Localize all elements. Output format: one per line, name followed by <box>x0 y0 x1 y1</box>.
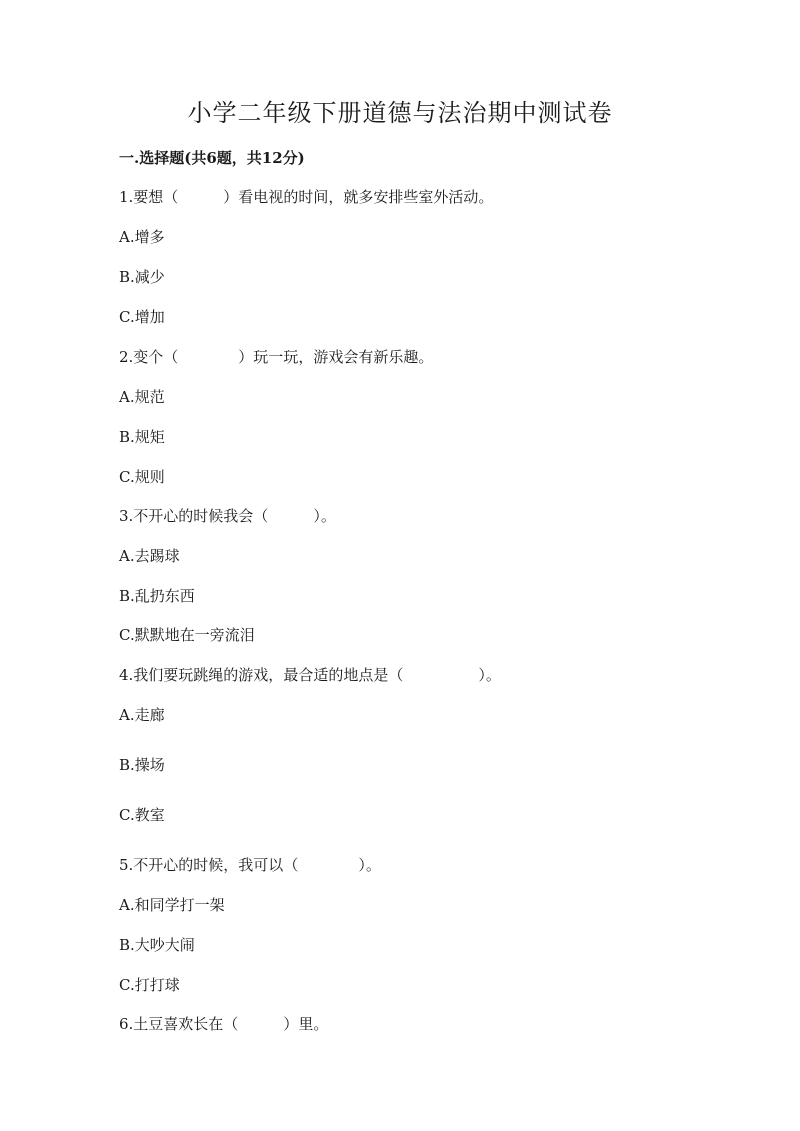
question-2-option-b: B.规矩 <box>119 428 165 446</box>
question-2-stem: 2.变个（ ）玩一玩，游戏会有新乐趣。 <box>119 348 434 366</box>
question-1-option-b: B.减少 <box>119 268 165 286</box>
question-3-option-a: A.去踢球 <box>119 547 180 565</box>
question-1-option-a: A.增多 <box>119 228 165 246</box>
question-4-option-c: C.教室 <box>119 806 165 824</box>
question-3-option-b: B.乱扔东西 <box>119 587 195 605</box>
question-6-stem: 6.土豆喜欢长在（ ）里。 <box>119 1015 329 1033</box>
question-5-stem: 5.不开心的时候，我可以（ ）。 <box>119 856 381 874</box>
question-5-option-a: A.和同学打一架 <box>119 896 225 914</box>
question-4-stem: 4.我们要玩跳绳的游戏，最合适的地点是（ ）。 <box>119 666 501 684</box>
question-1-option-c: C.增加 <box>119 308 165 326</box>
question-5-option-b: B.大吵大闹 <box>119 936 195 954</box>
question-5-option-c: C.打打球 <box>119 976 180 994</box>
question-4-option-a: A.走廊 <box>119 706 165 724</box>
page-title: 小学二年级下册道德与法治期中测试卷 <box>187 99 613 127</box>
question-2-option-a: A.规范 <box>119 388 165 406</box>
question-3-option-c: C.默默地在一旁流泪 <box>119 626 255 644</box>
question-4-option-b: B.操场 <box>119 756 165 774</box>
question-3-stem: 3.不开心的时候我会（ ）。 <box>119 507 336 525</box>
section-heading: 一.选择题(共6题，共12分) <box>119 149 305 167</box>
question-2-option-c: C.规则 <box>119 468 165 486</box>
question-1-stem: 1.要想（ ）看电视的时间，就多安排些室外活动。 <box>119 188 494 206</box>
